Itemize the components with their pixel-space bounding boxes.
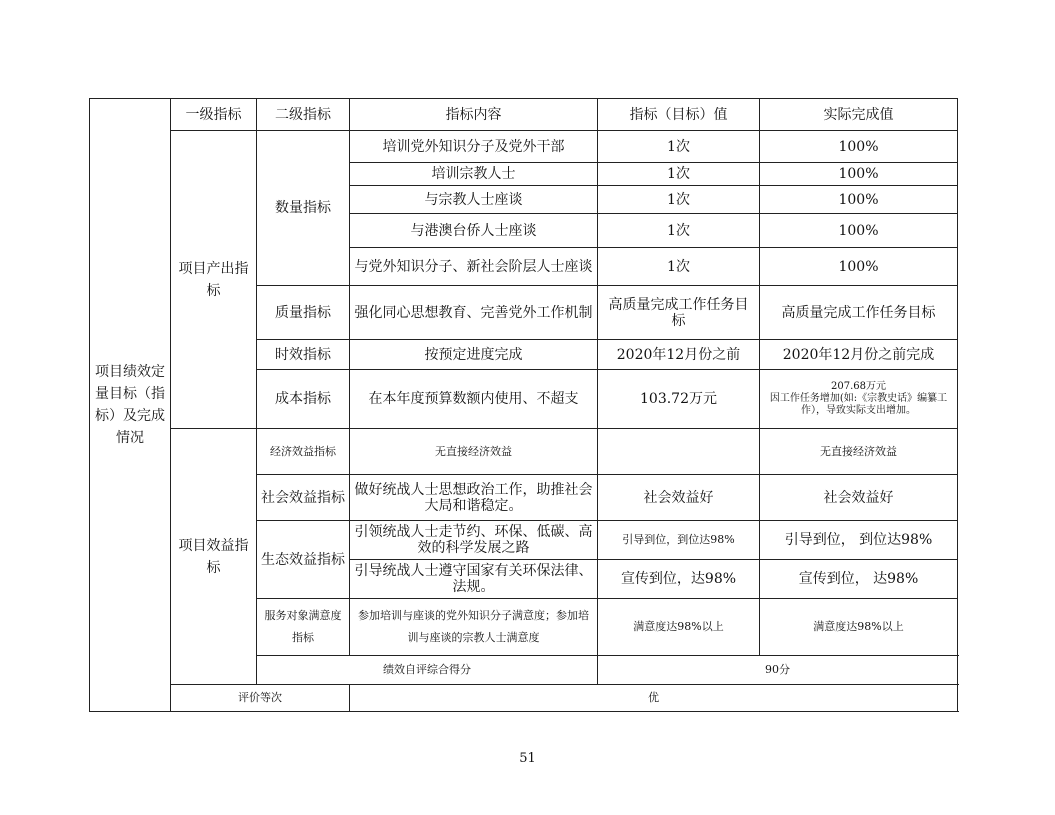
indicator-content: 与党外知识分子、新社会阶层人士座谈	[350, 248, 598, 286]
indicator-content: 与宗教人士座谈	[350, 186, 598, 214]
indicator-content: 培训党外知识分子及党外干部	[350, 131, 598, 163]
indicator-actual: 100%	[760, 131, 958, 163]
indicator-actual: 100%	[760, 214, 958, 248]
indicator-target: 1次	[598, 186, 760, 214]
header-level2: 二级指标	[257, 99, 350, 131]
table-row	[90, 131, 958, 163]
output-indicator-label: 项目产出指标	[171, 131, 257, 429]
quality-indicator-label: 质量指标	[257, 286, 350, 340]
score-label: 绩效自评综合得分	[257, 656, 598, 685]
indicator-actual: 宣传到位， 达98%	[760, 560, 958, 599]
indicator-actual: 满意度达98%以上	[760, 599, 958, 656]
indicator-actual	[760, 370, 958, 429]
economic-indicator-label: 经济效益指标	[257, 429, 350, 475]
indicator-content: 引导统战人士遵守国家有关环保法律、法规。	[350, 560, 598, 599]
indicator-target: 1次	[598, 248, 760, 286]
indicator-target: 103.72万元	[598, 370, 760, 429]
indicator-target	[598, 429, 760, 475]
grade-value: 优	[350, 685, 958, 712]
header-content: 指标内容	[350, 99, 598, 131]
ecological-indicator-label: 生态效益指标	[257, 521, 350, 599]
header-level1: 一级指标	[171, 99, 257, 131]
timeliness-indicator-label: 时效指标	[257, 340, 350, 370]
indicator-target: 2020年12月份之前	[598, 340, 760, 370]
indicator-target: 高质量完成工作任务目标	[598, 286, 760, 340]
performance-table	[89, 98, 958, 712]
page-number: 51	[519, 751, 536, 766]
indicator-target: 宣传到位，达98%	[598, 560, 760, 599]
cost-actual-note: 因工作任务增加(如:《宗教史话》编纂工作），导致实际支出增加。	[769, 393, 948, 416]
indicator-actual: 100%	[760, 163, 958, 186]
indicator-target: 社会效益好	[598, 475, 760, 521]
indicator-content: 无直接经济效益	[350, 429, 598, 475]
indicator-actual: 引导到位， 到位达98%	[760, 521, 958, 560]
section-title-cell: 项目绩效定量目标（指标）及完成情况	[90, 99, 171, 712]
social-indicator-label: 社会效益指标	[257, 475, 350, 521]
indicator-content: 引领统战人士走节约、环保、低碳、高效的科学发展之路	[350, 521, 598, 560]
indicator-target: 满意度达98%以上	[598, 599, 760, 656]
indicator-actual: 无直接经济效益	[760, 429, 958, 475]
indicator-actual: 100%	[760, 186, 958, 214]
header-target: 指标（目标）值	[598, 99, 760, 131]
indicator-actual: 100%	[760, 248, 958, 286]
score-value: 90分	[598, 656, 958, 685]
header-actual: 实际完成值	[760, 99, 958, 131]
indicator-target: 引导到位，到位达98%	[598, 521, 760, 560]
indicator-content: 培训宗教人士	[350, 163, 598, 186]
benefit-indicator-label: 项目效益指标	[171, 429, 257, 685]
indicator-content: 按预定进度完成	[350, 340, 598, 370]
cost-indicator-label: 成本指标	[257, 370, 350, 429]
indicator-actual: 高质量完成工作任务目标	[760, 286, 958, 340]
indicator-content: 做好统战人士思想政治工作，助推社会大局和谐稳定。	[350, 475, 598, 521]
quantity-indicator-label: 数量指标	[257, 131, 350, 286]
indicator-content: 在本年度预算数额内使用、不超支	[350, 370, 598, 429]
table-row	[90, 429, 958, 475]
grade-label: 评价等次	[171, 685, 350, 712]
indicator-content: 强化同心思想教育、完善党外工作机制	[350, 286, 598, 340]
grade-row	[90, 685, 958, 712]
indicator-actual: 2020年12月份之前完成	[760, 340, 958, 370]
indicator-content: 参加培训与座谈的党外知识分子满意度；参加培训与座谈的宗教人士满意度	[350, 599, 598, 656]
header-row	[90, 99, 958, 131]
cost-actual-amount: 207.68万元	[831, 381, 886, 392]
indicator-target: 1次	[598, 214, 760, 248]
indicator-target: 1次	[598, 131, 760, 163]
indicator-target: 1次	[598, 163, 760, 186]
indicator-content: 与港澳台侨人士座谈	[350, 214, 598, 248]
satisfaction-indicator-label: 服务对象满意度指标	[257, 599, 350, 656]
indicator-actual: 社会效益好	[760, 475, 958, 521]
